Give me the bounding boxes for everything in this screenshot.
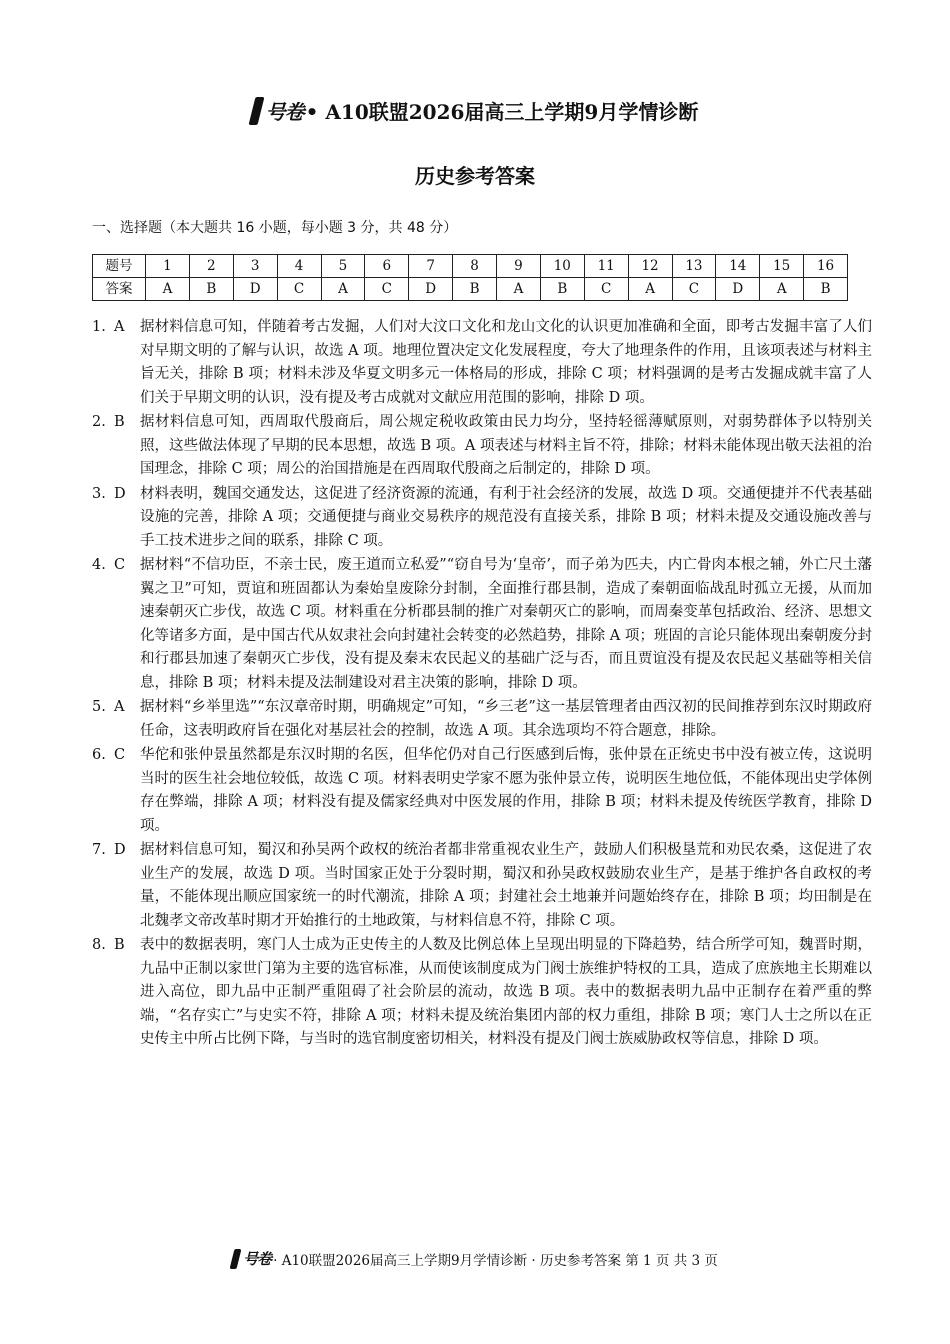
answer-cell: D [409, 278, 453, 301]
footer-text: · A10联盟2026届高三上学期9月学情诊断 · 历史参考答案 第 1 页 共 3 页 [273, 1252, 718, 1269]
item-explanation: 表中的数据表明，寒门人士成为正史传主的人数及比例总体上呈现出明显的下降趋势，结合所学可知，魏晋时期，九品中正制以家世门第为主要的选官标准，从而使该制度成为门阀士族维护特权的工具，造成了庶族地主长期难以进入高位，即九品中正制严重阻碍了社会阶层的流动，故选 B 项。表中的数据表明九品中正制存在着严重的弊端，“名存实亡”与史实不符，排除 A 项；材料未提及统治集团内部的权力重组，排除 B 项；寒门人士之所以在正史传主中所占比例下降，与当时的选官制度密切相关，材料没有提及门阀士族威胁政权等信息，排除 D 项。 [140, 937, 872, 1047]
answer-cell: B [453, 278, 497, 301]
brand-logo-text: 号卷 [265, 100, 304, 124]
answer-cell: C [584, 278, 628, 301]
question-number-cell: 2 [189, 255, 233, 278]
answer-cell: D [716, 278, 760, 301]
answer-table [92, 254, 848, 301]
footer-logo-text: 号卷 [243, 1250, 272, 1268]
item-number: 3. [92, 485, 106, 502]
answer-cell: B [189, 278, 233, 301]
item-explanation: 据材料“不信功臣，不亲士民，废王道而立私爱”“窃自号为‘皇帝’，而子弟为匹夫，内亡骨肉本根之辅，外亡尺土藩翼之卫”可知，贾谊和班固都认为秦始皇废除分封制，全面推行郡县制，造成了秦朝面临战乱时孤立无援，从而加速秦朝灭亡步伐，故选 C 项。材料重在分析郡县制的推广对秦朝灭亡的影响，而周秦变革包括政治、经济、思想文化等诸多方面，是中国古代从奴隶社会向封建社会转变的必然趋势，排除 A 项；班固的言论只能体现出秦朝废分封和行郡县加速了秦朝灭亡步伐，没有提及秦末农民起义的基础广泛与否，而且贾谊没有提及农民起义基础等相关信息，排除 B 项；材料未提及法制建设对君主决策的影响，排除 D 项。 [140, 557, 872, 691]
item-answer: C [114, 747, 126, 763]
brand-logo [252, 96, 304, 125]
page-footer [0, 1248, 950, 1269]
item-answer: A [114, 699, 125, 715]
answer-explanations [92, 316, 872, 1053]
question-number-cell: 15 [760, 255, 804, 278]
question-number-cell: 11 [584, 255, 628, 278]
item-answer: B [114, 937, 125, 953]
item-number: 7. [92, 842, 106, 858]
item-explanation: 据材料信息可知，伴随着考古发掘，人们对大汶口文化和龙山文化的认识更加准确和全面，即考古发掘丰富了人们对早期文明的了解与认识，故选 A 项。地理位置决定文化发展程度，夸大了地理条件的作用，且该项表述与材料主旨无关，排除 B 项；材料未涉及华夏文明多元一体格局的形成，排除 C 项；材料强调的是考古发掘成就丰富了人们关于早期文明的认识，没有提及考古成就对文献应用范围的影响，排除 D 项。 [140, 319, 872, 406]
item-number: 1. [92, 319, 106, 335]
answer-cell: C [277, 278, 321, 301]
brand-logo-icon [248, 97, 264, 125]
question-number-cell: 13 [672, 255, 716, 278]
answer-cell: A [628, 278, 672, 301]
question-number-cell: 7 [409, 255, 453, 278]
question-number-cell: 4 [277, 255, 321, 278]
item-answer: A [114, 319, 125, 335]
item-explanation: 华佗和张仲景虽然都是东汉时期的名医，但华佗仍对自己行医感到后悔，张仲景在正统史书中没有被立传，这说明当时的医生社会地位较低，故选 C 项。材料表明史学家不愿为张仲景立传，说明医生地位低，不能体现出史学体例存在弊端，排除 A 项；材料没有提及儒家经典对中医发展的作用，排除 B 项；材料未提及传统医学教育，排除 D 项。 [140, 747, 872, 834]
item-answer: D [114, 842, 126, 858]
item-number: 8. [92, 937, 106, 953]
item-number: 6. [92, 747, 106, 763]
question-number-cell: 1 [146, 255, 190, 278]
item-answer: C [114, 557, 126, 573]
answer-cell: D [233, 278, 277, 301]
row-label-number: 题号 [93, 255, 146, 278]
question-number-cell: 10 [540, 255, 584, 278]
question-number-cell: 16 [804, 255, 848, 278]
explanation-item [92, 316, 872, 410]
explanation-item [92, 934, 872, 1052]
item-answer: D [114, 485, 126, 502]
explanation-item [92, 411, 872, 482]
explanation-item [92, 483, 872, 554]
explanation-item [92, 839, 872, 933]
question-number-cell: 6 [365, 255, 409, 278]
question-number-cell: 3 [233, 255, 277, 278]
item-number: 5. [92, 699, 106, 715]
section-heading: 一、选择题（本大题共 16 小题，每小题 3 分，共 48 分） [92, 220, 458, 236]
footer-logo [232, 1248, 271, 1269]
answer-cell: A [146, 278, 190, 301]
row-label-answer: 答案 [93, 278, 146, 301]
question-number-cell: 14 [716, 255, 760, 278]
answer-cell: C [365, 278, 409, 301]
exam-title: • A10联盟2026届高三上学期9月学情诊断 [305, 100, 699, 124]
answer-cell: B [540, 278, 584, 301]
item-explanation: 材料表明，魏国交通发达，这促进了经济资源的流通，有利于社会经济的发展，故选 D 项。交通便捷并不代表基础设施的完善，排除 A 项；交通便捷与商业交易秩序的规范没有直接关系，排除 B 项；材料未提及交通设施改善与手工技术进步之间的联系，排除 C 项。 [140, 485, 872, 549]
answer-cell: A [321, 278, 365, 301]
footer-logo-icon [230, 1249, 242, 1269]
document-subtitle: 历史参考答案 [415, 164, 535, 188]
item-number: 2. [92, 414, 106, 430]
question-number-cell: 5 [321, 255, 365, 278]
explanation-item [92, 554, 872, 695]
question-number-cell: 8 [453, 255, 497, 278]
item-explanation: 据材料“乡举里选”“东汉章帝时期，明确规定”可知，“乡三老”这一基层管理者由西汉初的民间推荐到东汉时期政府任命，这表明政府旨在强化对基层社会的控制，故选 A 项。其余选项均不符合题意，排除。 [140, 699, 872, 739]
document-header [0, 96, 950, 125]
answer-cell: A [760, 278, 804, 301]
answer-cell: C [672, 278, 716, 301]
explanation-item [92, 696, 872, 743]
item-explanation: 据材料信息可知，蜀汉和孙吴两个政权的统治者都非常重视农业生产，鼓励人们积极垦荒和劝民农桑，这促进了农业生产的发展，故选 D 项。当时国家正处于分裂时期，蜀汉和孙吴政权鼓励农业生产，是基于维护各自政权的考量，不能体现出顺应国家统一的时代潮流，排除 A 项；封建社会土地兼并问题始终存在，排除 B 项；均田制是在北魏孝文帝改革时期才开始推行的土地政策，与材料信息不符，排除 C 项。 [140, 842, 872, 929]
question-number-cell: 9 [497, 255, 541, 278]
answer-table-answer-row [93, 278, 848, 301]
question-number-cell: 12 [628, 255, 672, 278]
item-explanation: 据材料信息可知，西周取代殷商后，周公规定税收政策由民力均分，坚持轻徭薄赋原则，对弱势群体予以特别关照，这些做法体现了早期的民本思想，故选 B 项。A 项表述与材料主旨不符，排除；材料未能体现出敬天法祖的治国理念，排除 C 项；周公的治国措施是在西周取代殷商之后制定的，排除 D 项。 [140, 414, 872, 477]
explanation-item [92, 744, 872, 838]
answer-cell: A [497, 278, 541, 301]
answer-cell: B [804, 278, 848, 301]
item-number: 4. [92, 557, 106, 573]
answer-table-number-row [93, 255, 848, 278]
item-answer: B [114, 414, 125, 430]
